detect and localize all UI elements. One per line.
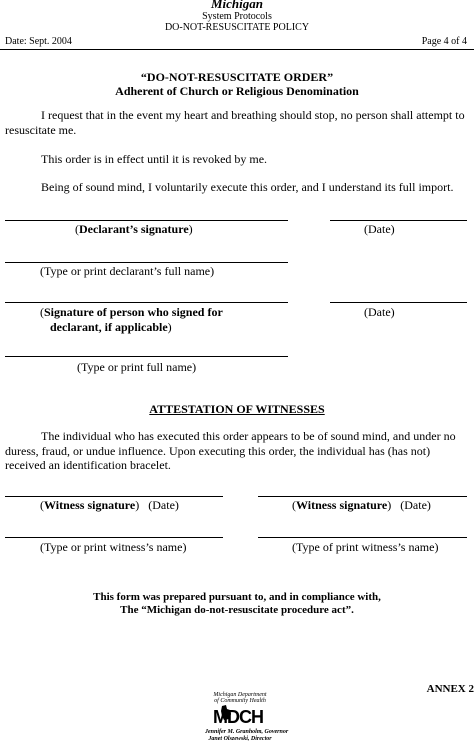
witnesses-heading: ATTESTATION OF WITNESSES [149,402,325,416]
mdch-logo [205,692,289,745]
witness-1-signature-line[interactable] [5,496,223,497]
header-section: System Protocols [202,11,272,22]
witness-1-name-label: (Type or print witness’s name) [40,540,187,554]
order-paragraph-1: I request that in the event my heart and breathing should stop, no person shall attempt to resuscitate me. [5,108,465,137]
witness-2-name-line[interactable] [258,537,467,538]
header-date: Date: Sept. 2004 [5,36,72,47]
header-policy: DO-NOT-RESUSCITATE POLICY [164,22,310,33]
signer-date-line[interactable] [330,302,467,303]
header-page: Page 4 of 4 [421,36,467,47]
header-rule [0,49,474,50]
witness-1-name-line[interactable] [5,537,223,538]
declarant-date-line[interactable] [330,220,467,221]
signer-date-label: (Date) [364,305,395,319]
footer-line-1: This form was prepared pursuant to, and in compliance with, [93,591,381,603]
order-title: “DO-NOT-RESUSCITATE ORDER” [140,70,334,84]
logo-department-line-1: Michigan Department [213,692,267,698]
signer-signature-line[interactable] [5,302,288,303]
annex-label: ANNEX 2 [426,683,474,695]
witnesses-paragraph: The individual who has executed this order appears to be of sound mind, and under no duress, fraud, or undue influence. Upon executing this order, the individual has (has not) received an identification bracelet. [5,429,456,472]
signer-signature-label: (Signature of person who signed for declarant, if applicable) [40,305,223,334]
header-state: Michigan [210,0,263,11]
declarant-signature-line[interactable] [5,220,288,221]
logo-governor: Jennifer M. Granholm, Governor [205,729,289,735]
order-paragraph-3: Being of sound mind, I voluntarily execute this order, and I understand its full import. [41,180,454,194]
witness-2-signature-label: (Witness signature) (Date) [292,498,431,512]
logo-mark: MDCH [213,707,263,727]
declarant-name-label: (Type or print declarant’s full name) [40,264,215,278]
footer-line-2: The “Michigan do-not-resuscitate procedure act”. [120,604,354,616]
order-paragraph-2: This order is in effect until it is revoked by me. [41,152,268,166]
declarant-date-label: (Date) [364,222,395,236]
witness-2-name-label: (Type of print witness’s name) [292,540,439,554]
signer-name-line[interactable] [5,356,288,357]
declarant-signature-label: (Declarant’s signature) [75,222,193,236]
witness-2-signature-line[interactable] [258,496,467,497]
logo-director: Janet Olszewski, Director [208,736,272,742]
witness-1-signature-label: (Witness signature) (Date) [40,498,179,512]
declarant-name-line[interactable] [5,262,288,263]
signer-name-label: (Type or print full name) [77,360,197,374]
logo-department-line-2: of Community Health [214,698,266,704]
order-subtitle: Adherent of Church or Religious Denomination [115,84,359,98]
